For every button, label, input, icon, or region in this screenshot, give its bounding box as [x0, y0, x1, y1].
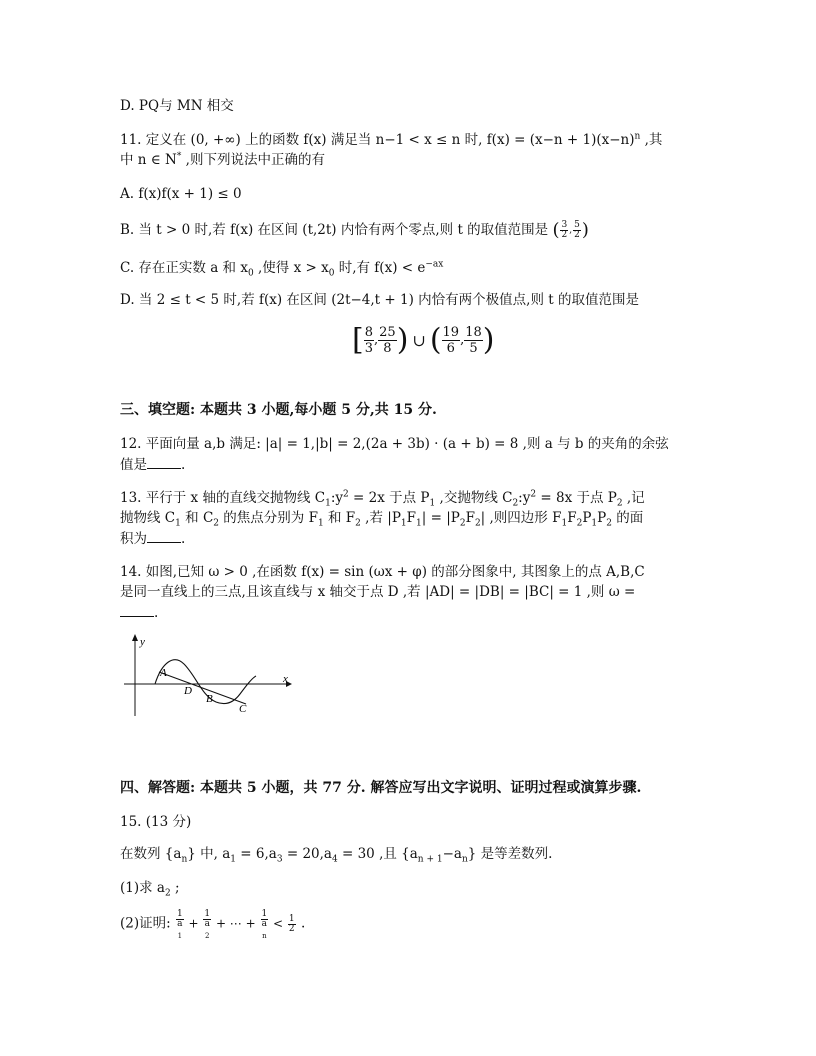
q14-line1: 14. 如图,已知 ω > 0 ,在函数 f(x) = sin (ωx + φ) 的部分图象中, 其图象上的点 A,B,C [120, 564, 645, 580]
answer-blank [147, 530, 181, 543]
line-adbc [159, 672, 246, 704]
fraction: 1 a $_1$ [176, 909, 183, 940]
q13-line3: 积为 . [120, 531, 186, 547]
fraction: $\frac{5}{2}$ [574, 220, 580, 240]
fraction: 1 a $_n$ [261, 909, 268, 940]
fraction: $\frac{19}{6}$ [442, 325, 460, 356]
q12-line1: 12. 平面向量 a,b 满足: |a| = 1,|b| = 2,(2a + 3b) · (a + b) = 8 ,则 a 与 b 的夹角的余弦 [120, 436, 669, 452]
q11-stem-line2: 中 n ∈ N* ,则下列说法中正确的有 [120, 151, 325, 168]
section4-heading: 四、解答题: 本题共 5 小题，共 77 分. 解答应写出文字说明、证明过程或演算步骤. [120, 780, 642, 796]
section3-heading: 三、填空题: 本题共 3 小题,每小题 5 分,共 15 分. [120, 402, 437, 418]
point-d-label: D [184, 685, 192, 697]
fraction: $\frac{25}{8}$ [379, 325, 396, 356]
answer-blank [120, 604, 154, 617]
point-a-label: A [160, 667, 167, 679]
q13-line1: 13. 平行于 x 轴的直线交抛物线 $C_1:y^2 = 2x$ 于点 $P_1$ ,交抛物线 $C_2:y^2 = 8x$ 于点 $P_2$ ,记 [120, 489, 645, 509]
q15-part2: (2)证明: 1 a $_1$ + 1 a $_2$ + ⋯ + 1 a $_n$ < $\frac{1}{2}$ . [120, 909, 306, 940]
fraction: $\frac{3}{2}$ [561, 220, 568, 240]
q14-line3: . [120, 604, 158, 622]
q14-line2: 是同一直线上的三点,且该直线与 x 轴交于点 D ,若 |AD| = |DB| = |BC| = 1 ,则 ω = [120, 584, 636, 600]
q11-option-b: B. 当 t > 0 时,若 f(x) 在区间 (t,2t) 内恰有两个零点,则 t 的取值范围是 ( $\frac{3}{2}$ , $\frac{5}{2}$ ) [120, 219, 589, 241]
q10-option-d: D. PQ与 MN 相交 [120, 98, 234, 114]
q11-option-d: D. 当 2 ≤ t < 5 时,若 f(x) 在区间 (2t−4,t + 1) 内恰有两个极值点,则 t 的取值范围是 [120, 292, 639, 308]
y-axis-label: y [140, 636, 145, 648]
q11-option-a: A. f(x)f(x + 1) ≤ 0 [120, 186, 242, 202]
fraction: 1 a $_2$ [204, 909, 211, 940]
fraction: $\frac{1}{2}$ [288, 913, 295, 934]
fraction: $\frac{18}{5}$ [465, 325, 482, 356]
answer-blank [147, 456, 181, 469]
q15-part1: (1)求 $a_2$ ; [120, 880, 180, 899]
y-axis-arrow [132, 634, 138, 641]
q11-option-d-range: [ $\frac{8}{3}$ , $\frac{25}{8}$ ) ∪ ( $\frac{19}{6}$ , $\frac{18}{5}$ ) [352, 322, 495, 358]
q11-option-c: C. 存在正实数 a 和 $x_0$ ,使得 $x > x_0$ 时,有 $f(x) < e^{-ax}$ [120, 259, 444, 279]
point-c-label: C [239, 703, 247, 715]
q15-stem: 在数列 $\{a_n\}$ 中, $a_1 = 6,a_3 = 20,a_4 = 30$ ,且 $\{a_{n + 1}-a_n\}$ 是等差数列. [120, 846, 553, 865]
fraction: $\frac{8}{3}$ [364, 325, 373, 356]
q11-stem-line1: 11. 定义在 (0, +∞) 上的函数 f(x) 满足当 n−1 < x ≤ n 时, $f(x) = (x-n + 1)(x-n)^n$ ,其 [120, 131, 663, 148]
q15-title: 15. (13 分) [120, 814, 192, 830]
q12-line2: 值是 . [120, 457, 186, 473]
q13-line2: 抛物线 $C_1$ 和 $C_2$ 的焦点分别为 $F_1$ 和 $F_2$ ,若 $|P_1F_1| = |P_2F_2|$ ,则四边形 $F_1F_2P_1P_2$ 的面 [120, 510, 644, 529]
q14-sine-graph [118, 632, 298, 718]
x-axis-label: x [283, 673, 288, 685]
point-b-label: B [206, 693, 213, 705]
